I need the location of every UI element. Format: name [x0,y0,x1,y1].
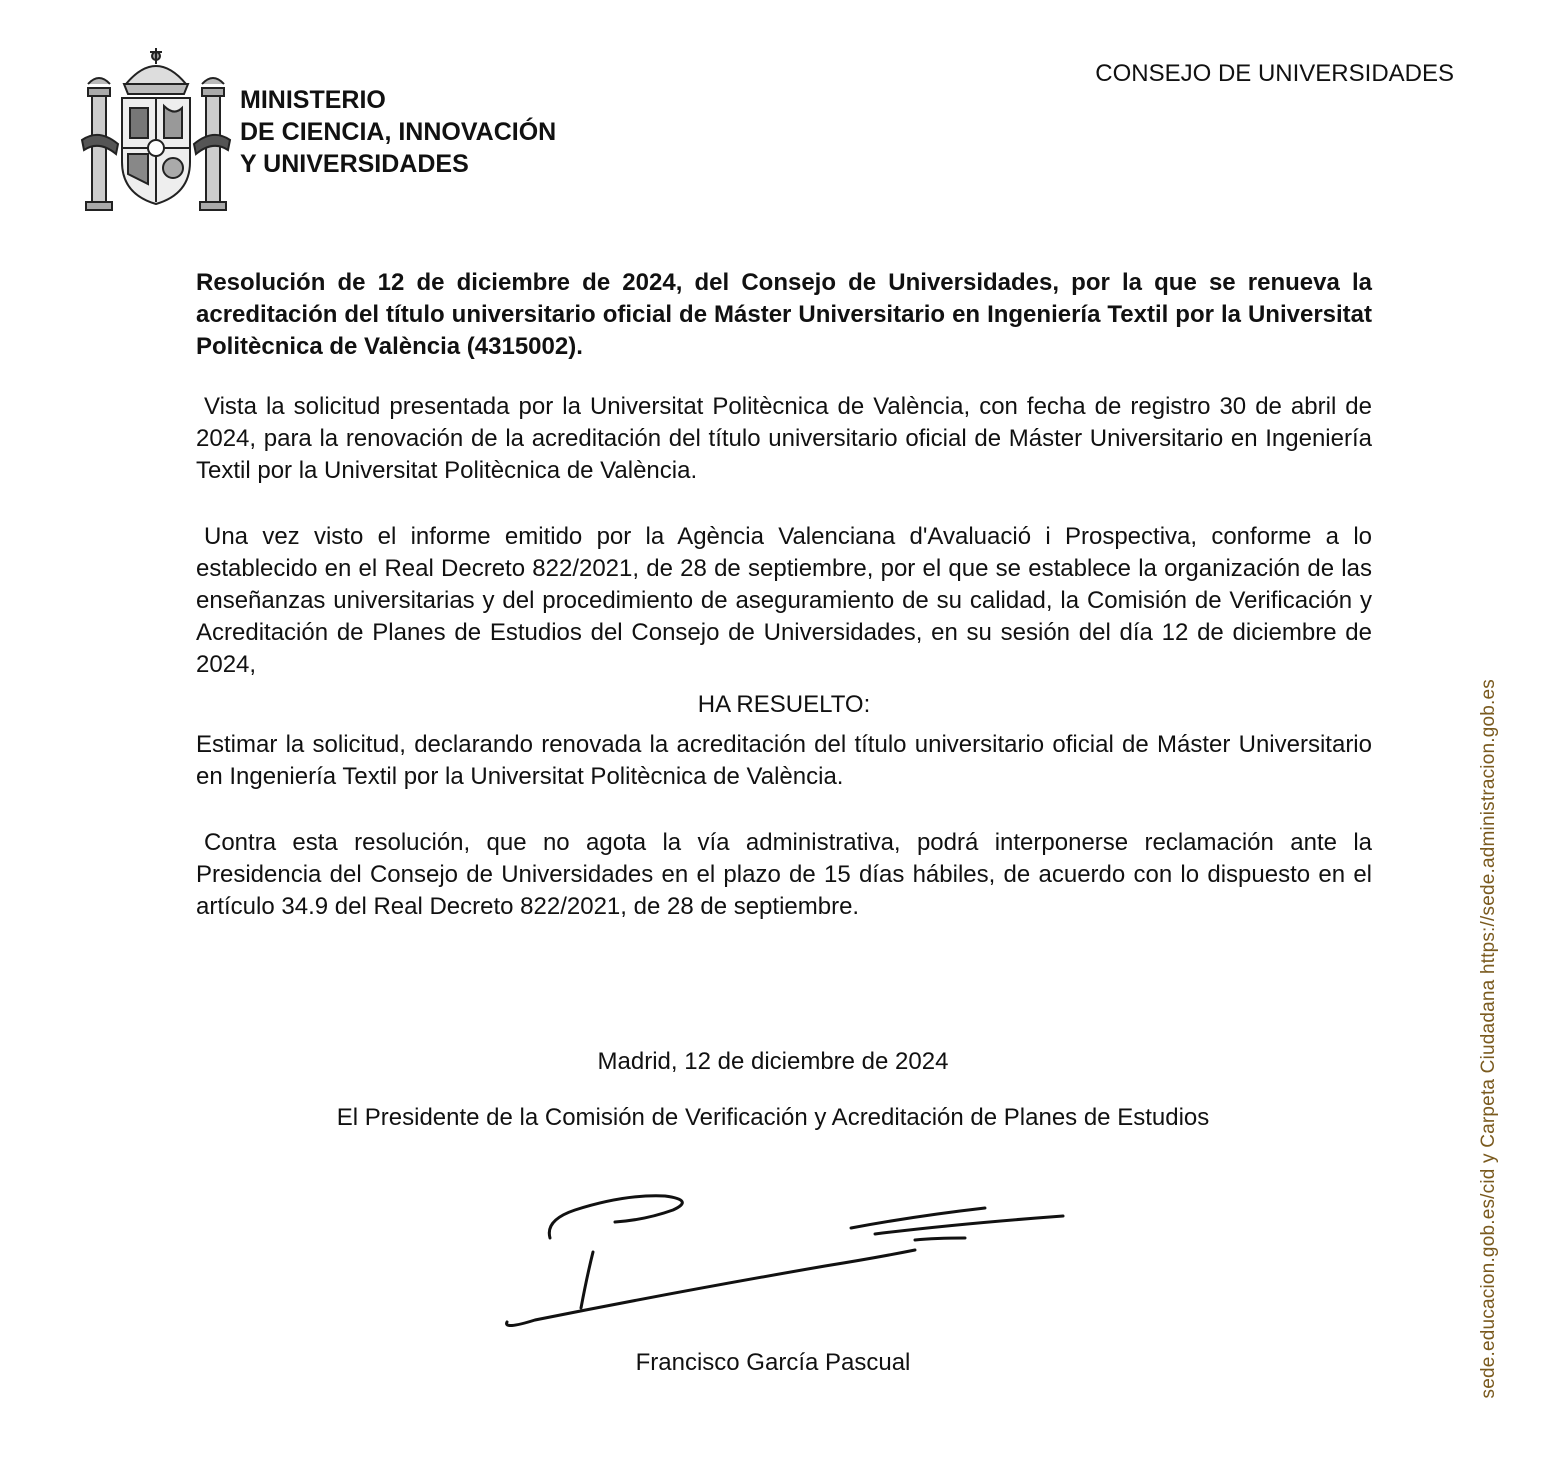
paragraph-decision: Estimar la solicitud, declarando renovada la acreditación del título universitario oficial de Máster Universitario en Ingeniería Textil por la Universitat Politècnica de València. [196,731,1372,790]
ministry-line: Y UNIVERSIDADES [240,150,469,178]
council-name: CONSEJO DE UNIVERSIDADES [1095,60,1454,87]
paragraph-request: Vista la solicitud presentada por la Universitat Politècnica de València, con fecha de registro 30 de abril de 2024, para la renovación de la acreditación del título universitario oficial de Máster Universitario en Ingeniería Textil por la Universitat Politècnica de València. [196,393,1372,484]
resolved-heading: HA RESUELTO: [697,691,871,718]
president-title: El Presidente de la Comisión de Verificación y Acreditación de Planes de Estudios [336,1104,1210,1131]
place-date: Madrid, 12 de diciembre de 2024 [597,1048,949,1075]
document-body [196,267,1372,923]
ministry-line: DE CIENCIA, INNOVACIÓN [240,118,557,146]
signer-name: Francisco García Pascual [635,1349,911,1376]
verification-note: sede.educacion.gob.es/cid y Carpeta Ciudadana https://sede.administracion.gob.es [1478,679,1499,1399]
resolution-title: Resolución de 12 de diciembre de 2024, del Consejo de Universidades, por la que se renueva la acreditación del título universitario oficial de Máster Universitario en Ingeniería Textil por la Universitat Politècnica de València (4315002). [196,269,1372,360]
paragraph-appeal: Contra esta resolución, que no agota la vía administrativa, podrá interponerse reclamación ante la Presidencia del Consejo de Universidades en el plazo de 15 días hábiles, de acuerdo con lo dispuesto en el artículo 34.9 del Real Decreto 822/2021, de 28 de septiembre. [196,829,1372,920]
ministry-name [240,84,556,180]
ministry-line: MINISTERIO [240,86,386,114]
handwritten-signature [495,1180,1075,1340]
paragraph-report: Una vez visto el informe emitido por la Agència Valenciana d'Avaluació i Prospectiva, conforme a lo establecido en el Real Decreto 822/2021, de 28 de septiembre, por el que se establece la organización de las enseñanzas universitarias y del procedimiento de aseguramiento de su calidad, la Comisión de Verificación y Acreditación de Planes de Estudios del Consejo de Universidades, en su sesión del día 12 de diciembre de 2024, [196,523,1372,678]
coat-of-arms-icon [78,44,234,214]
